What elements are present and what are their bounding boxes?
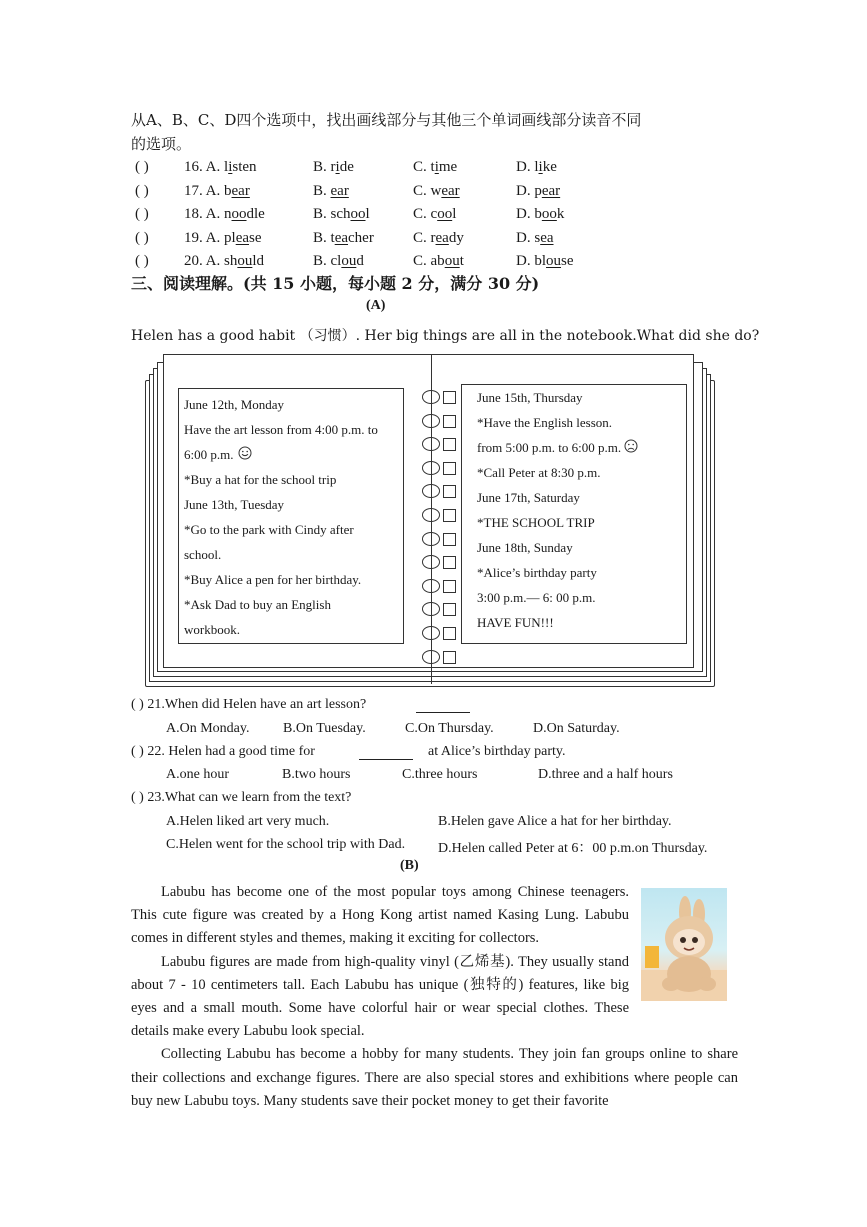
q23-stem: ( ) 23.What can we learn from the text?	[131, 790, 352, 805]
part-b-label: (B)	[400, 858, 419, 873]
q23-option-c: C.Helen went for the school trip with Dad.	[166, 837, 406, 852]
spiral-ring	[422, 461, 440, 475]
q22-option-d: D.three and a half hours	[538, 767, 673, 782]
spiral-hole	[443, 533, 456, 546]
phonics-question-row	[0, 157, 867, 179]
spiral-hole	[443, 415, 456, 428]
right-note-line: *THE SCHOOL TRIP	[477, 515, 595, 530]
left-note-line: workbook.	[184, 622, 240, 637]
option-c: C. about	[413, 253, 464, 269]
spiral-ring	[422, 414, 440, 428]
q23-option-a: A.Helen liked art very much.	[166, 814, 330, 829]
option-c: C. ready	[413, 229, 464, 246]
option-c: C. cool	[413, 206, 457, 222]
option-a: 16. A. listen	[184, 159, 257, 175]
option-a: 20. A. should	[184, 253, 265, 269]
intro-text: Helen has a good habit （习惯）. Her big things are all in the notebook.What did she do?	[131, 328, 760, 344]
instruction-line-2: 的选项。	[131, 135, 192, 153]
spiral-hole	[443, 580, 456, 593]
option-b: B. cloud	[313, 253, 364, 269]
spiral-hole	[443, 485, 456, 498]
phonics-question-row	[0, 204, 867, 226]
option-b: B. school	[313, 206, 370, 222]
answer-paren[interactable]: ( )	[135, 206, 149, 222]
spiral-ring	[422, 390, 440, 404]
q21-answer-blank[interactable]	[416, 712, 470, 713]
smiley-face-icon	[233, 447, 252, 462]
right-note-line: June 15th, Thursday	[477, 390, 583, 405]
option-d: D. like	[516, 159, 557, 175]
passage-b-paragraph-1: Labubu has become one of the most popular toys among Chinese teenagers. This cute figure was created by a Hong Kong artist named Kasing Lung. Labubu comes in different styles and themes, making it exciting for collectors.	[131, 884, 629, 947]
left-note-line: 6:00 p.m.	[184, 442, 378, 467]
option-b: B. ride	[313, 159, 354, 175]
section-heading: 三、阅读理解。(共 15 小题，每小题 2 分，满分 30 分)	[131, 274, 540, 293]
phonics-question-row	[0, 181, 867, 203]
option-d: D. pear	[516, 182, 561, 199]
q21-stem: ( ) 21.When did Helen have an art lesson?	[131, 697, 367, 712]
spiral-hole	[443, 603, 456, 616]
q21-option-d: D.On Saturday.	[533, 721, 620, 736]
q21-option-b: B.On Tuesday.	[283, 721, 366, 736]
left-schedule-box	[178, 388, 404, 644]
option-b: B. ear	[313, 182, 349, 199]
q21-option-a: A.On Monday.	[166, 721, 250, 736]
left-note-line: *Buy Alice a pen for her birthday.	[184, 572, 362, 587]
right-note-line: 3:00 p.m.— 6: 00 p.m.	[477, 590, 596, 605]
phonics-question-row	[0, 251, 867, 273]
answer-paren[interactable]: ( )	[135, 182, 149, 199]
left-note-line: June 12th, Monday	[184, 397, 285, 412]
q22-option-c: C.three hours	[402, 767, 478, 782]
spiral-ring	[422, 650, 440, 664]
spiral-hole	[443, 462, 456, 475]
option-d: D. blouse	[516, 253, 574, 269]
spiral-hole	[443, 509, 456, 522]
answer-paren[interactable]: ( )	[135, 229, 149, 246]
left-note-line: *Buy a hat for the school trip	[184, 472, 337, 487]
option-c: C. time	[413, 159, 458, 175]
option-b: B. teacher	[313, 229, 374, 246]
spiral-hole	[443, 627, 456, 640]
left-note-line: Have the art lesson from 4:00 p.m. to	[184, 422, 378, 437]
right-note-line: *Alice’s birthday party	[477, 565, 597, 580]
instruction-line-1: 从A、B、C、D四个选项中，找出画线部分与其他三个单词画线部分读音不同	[131, 111, 642, 129]
right-note-line: from 5:00 p.m. to 6:00 p.m.	[477, 435, 638, 460]
phonics-question-row	[0, 228, 867, 250]
spiral-hole	[443, 391, 456, 404]
q21-option-c: C.On Thursday.	[405, 721, 494, 736]
q22-option-a: A.one hour	[166, 767, 229, 782]
option-d: D. sea	[516, 229, 554, 246]
q22-stem-post: at Alice’s birthday party.	[428, 744, 566, 759]
answer-paren[interactable]: ( )	[135, 253, 149, 269]
right-note-line: *Call Peter at 8:30 p.m.	[477, 465, 601, 480]
option-a: 19. A. please	[184, 229, 262, 246]
passage-b-paragraph-2: Labubu figures are made from high-quality vinyl (乙烯基). They usually stand about 7 - 10 centimeters tall. Each Labubu has unique (独特的) features, like big eyes and a small mouth. Some have colorful hair or wear special clothes. These details make every Labubu look special.	[131, 953, 629, 1040]
right-note-line: June 18th, Sunday	[477, 540, 573, 555]
passage-b	[131, 881, 738, 1113]
q22-option-b: B.two hours	[282, 767, 351, 782]
spiral-hole	[443, 651, 456, 664]
spiral-ring	[422, 626, 440, 640]
passage-b-paragraph-3: Collecting Labubu has become a hobby for many students. They join fan groups online to share their collections and exchange figures. There are also special stores and exhibitions where people can buy new Labubu toys. Many students save their pocket money to get their favorite	[131, 1046, 738, 1109]
spiral-ring	[422, 532, 440, 546]
part-a-label: (A)	[366, 298, 386, 313]
right-note-line: HAVE FUN!!!	[477, 615, 554, 630]
left-note-line: June 13th, Tuesday	[184, 497, 285, 512]
notebook-illustration	[145, 352, 715, 687]
q23-option-d: D.Helen called Peter at 6：00 p.m.on Thursday.	[438, 841, 708, 856]
answer-paren[interactable]: ( )	[135, 159, 149, 175]
option-a: 17. A. bear	[184, 182, 250, 199]
left-note-line: *Ask Dad to buy an English	[184, 597, 331, 612]
q23-option-b: B.Helen gave Alice a hat for her birthday.	[438, 814, 672, 829]
spiral-ring	[422, 579, 440, 593]
q22-stem-pre: ( ) 22. Helen had a good time for	[131, 744, 315, 759]
right-note-line: *Have the English lesson.	[477, 415, 613, 430]
right-schedule-box	[461, 384, 687, 644]
option-c: C. wear	[413, 182, 460, 199]
sad-face-icon	[621, 440, 638, 455]
left-note-line: school.	[184, 547, 222, 562]
left-note-line: *Go to the park with Cindy after	[184, 522, 354, 537]
q22-answer-blank[interactable]	[359, 759, 413, 760]
spiral-hole	[443, 438, 456, 451]
spiral-ring	[422, 508, 440, 522]
spiral-hole	[443, 556, 456, 569]
option-a: 18. A. noodle	[184, 206, 265, 222]
right-note-line: June 17th, Saturday	[477, 490, 580, 505]
option-d: D. book	[516, 206, 565, 222]
